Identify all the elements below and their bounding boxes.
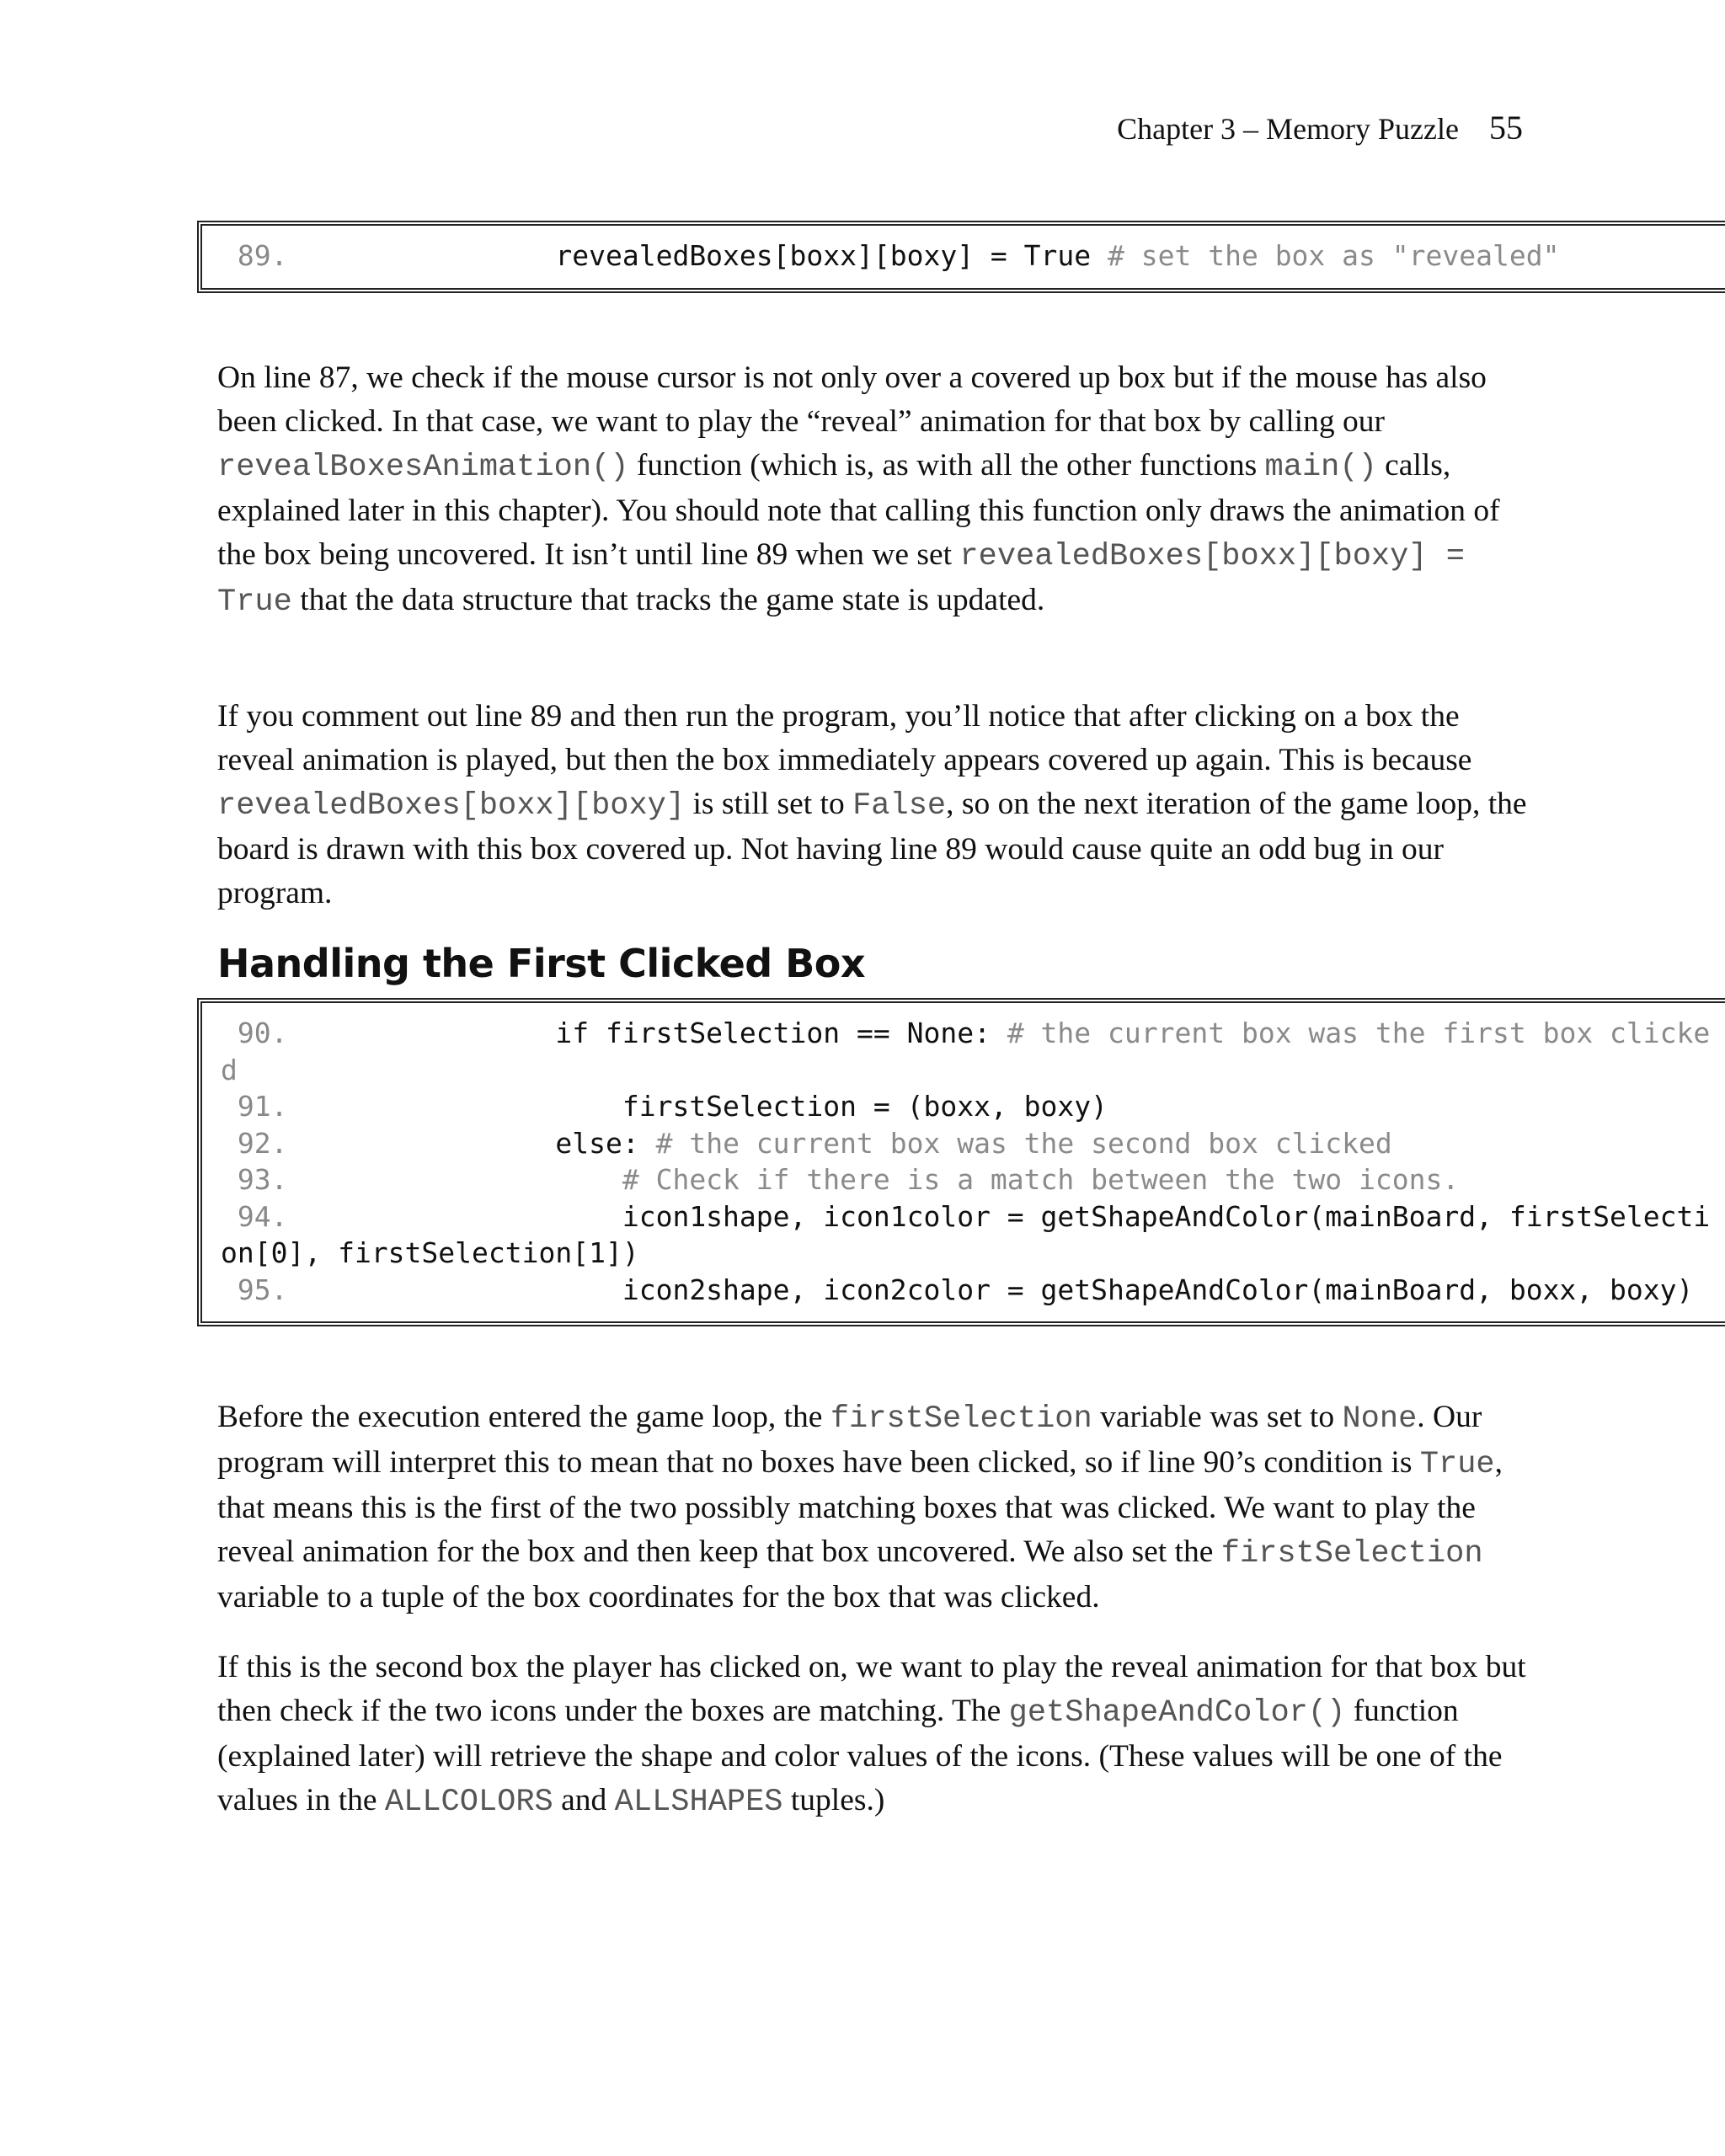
chapter-title: Chapter 3 – Memory Puzzle: [1117, 112, 1459, 146]
text-span: and: [553, 1783, 615, 1817]
code-line: [221, 1272, 1717, 1309]
code-text: firstSelection = (boxx, boxy): [622, 1090, 1108, 1123]
code-indent: [287, 1090, 622, 1123]
paragraph-reveal-animation: [217, 356, 1531, 624]
inline-code: revealedBoxes[boxx][boxy] = True: [217, 539, 1465, 620]
inline-code: ALLSHAPES: [614, 1785, 783, 1820]
paragraph-comment-out-line: [217, 695, 1531, 915]
text-span: Before the execution entered the game loop, the: [217, 1400, 830, 1434]
line-number: 92.: [237, 1126, 288, 1160]
code-text: icon1shape, icon1color = getShapeAndColor(mainBoard, firstSelection[0], firstSelection[1]): [221, 1199, 1711, 1269]
code-block-lines-90-95: [197, 998, 1725, 1326]
code-line: [221, 1015, 1717, 1088]
inline-code: firstSelection: [830, 1401, 1092, 1437]
text-span: If you comment out line 89 and then run the program, you’ll notice that after clicking on a box the reveal animation is played, but then the box immediately appears covered up again. This is because: [217, 699, 1472, 777]
text-span: tuples.): [782, 1783, 885, 1817]
text-span: is still set to: [685, 787, 853, 821]
inline-code: main(): [1264, 450, 1377, 485]
inline-code: ALLCOLORS: [384, 1785, 553, 1820]
text-span: . Our program will interpret this to mean that no boxes have been clicked, so if line 90’s condition is: [217, 1400, 1482, 1480]
text-span: variable to a tuple of the box coordinates for the box that was clicked.: [217, 1580, 1100, 1614]
code-text: icon2shape, icon2color = getShapeAndColor(mainBoard, boxx, boxy): [622, 1273, 1694, 1306]
text-span: calls, explained later in this chapter). You should note that calling this function only draws the animation of the box being uncovered. It isn’t until line 89 when we set: [217, 448, 1500, 572]
inline-code: firstSelection: [1220, 1536, 1483, 1572]
line-number: 91.: [237, 1090, 288, 1123]
inline-code: getShapeAndColor(): [1008, 1695, 1346, 1731]
line-number: 89.: [237, 239, 288, 272]
code-text: else:: [555, 1126, 656, 1160]
inline-code: True: [1419, 1447, 1495, 1482]
text-span: On line 87, we check if the mouse cursor is not only over a covered up box but if the mouse has also been clicked. In that case, we want to play the “reveal” animation for that box by calling our: [217, 360, 1487, 439]
text-span: variable was set to: [1092, 1400, 1343, 1434]
paragraph-second-box: [217, 1646, 1531, 1824]
text-span: , so on the next iteration of the game loop, the board is drawn with this box covered up. Not having line 89 would cause quite an odd bug in our program.: [217, 787, 1527, 910]
section-heading: Handling the First Clicked Box: [217, 941, 866, 986]
code-line: [221, 1088, 1717, 1125]
inline-code: revealedBoxes[boxx][boxy]: [217, 788, 686, 824]
code-indent: [287, 1163, 622, 1196]
code-text: revealedBoxes[boxx][boxy] = True: [555, 239, 1108, 272]
text-span: If this is the second box the player has clicked on, we want to play the reveal animation for that box but then check if the two icons under the boxes are matching. The: [217, 1650, 1526, 1728]
line-number: 95.: [237, 1273, 288, 1306]
code-text: if firstSelection == None:: [555, 1017, 1007, 1049]
code-indent: [287, 1200, 622, 1233]
code-line: [221, 1161, 1717, 1198]
running-header: [1117, 108, 1523, 147]
text-span: function (which is, as with all the other functions: [628, 448, 1265, 483]
inline-code: None: [1342, 1401, 1418, 1437]
text-span: function (explained later) will retrieve the shape and color values of the icons. (These values will be one of the values in the: [217, 1694, 1503, 1817]
code-indent: [287, 239, 555, 272]
code-line: [221, 237, 1717, 275]
code-block-line-89: [197, 221, 1725, 293]
line-number: 94.: [237, 1199, 288, 1233]
code-line: [221, 1125, 1717, 1162]
code-comment: # the current box was the first box clicked: [221, 1017, 1711, 1086]
line-number: 93.: [237, 1163, 288, 1196]
code-comment: # Check if there is a match between the two icons.: [622, 1163, 1460, 1196]
line-number: 90.: [237, 1017, 288, 1049]
code-comment: # set the box as "revealed": [1108, 239, 1560, 272]
inline-code: False: [852, 788, 947, 824]
code-indent: [287, 1127, 555, 1160]
code-indent: [287, 1273, 622, 1306]
page-number: 55: [1489, 109, 1523, 147]
code-line: [221, 1198, 1717, 1272]
inline-code: revealBoxesAnimation(): [217, 450, 629, 485]
text-span: , that means this is the first of the two possibly matching boxes that was clicked. We want to play the reveal animation for the box and then keep that box uncovered. We also set the: [217, 1445, 1503, 1569]
paragraph-first-selection: [217, 1396, 1531, 1620]
code-comment: # the current box was the second box clicked: [655, 1126, 1392, 1160]
code-indent: [287, 1017, 555, 1049]
text-span: that the data structure that tracks the game state is updated.: [291, 583, 1045, 617]
